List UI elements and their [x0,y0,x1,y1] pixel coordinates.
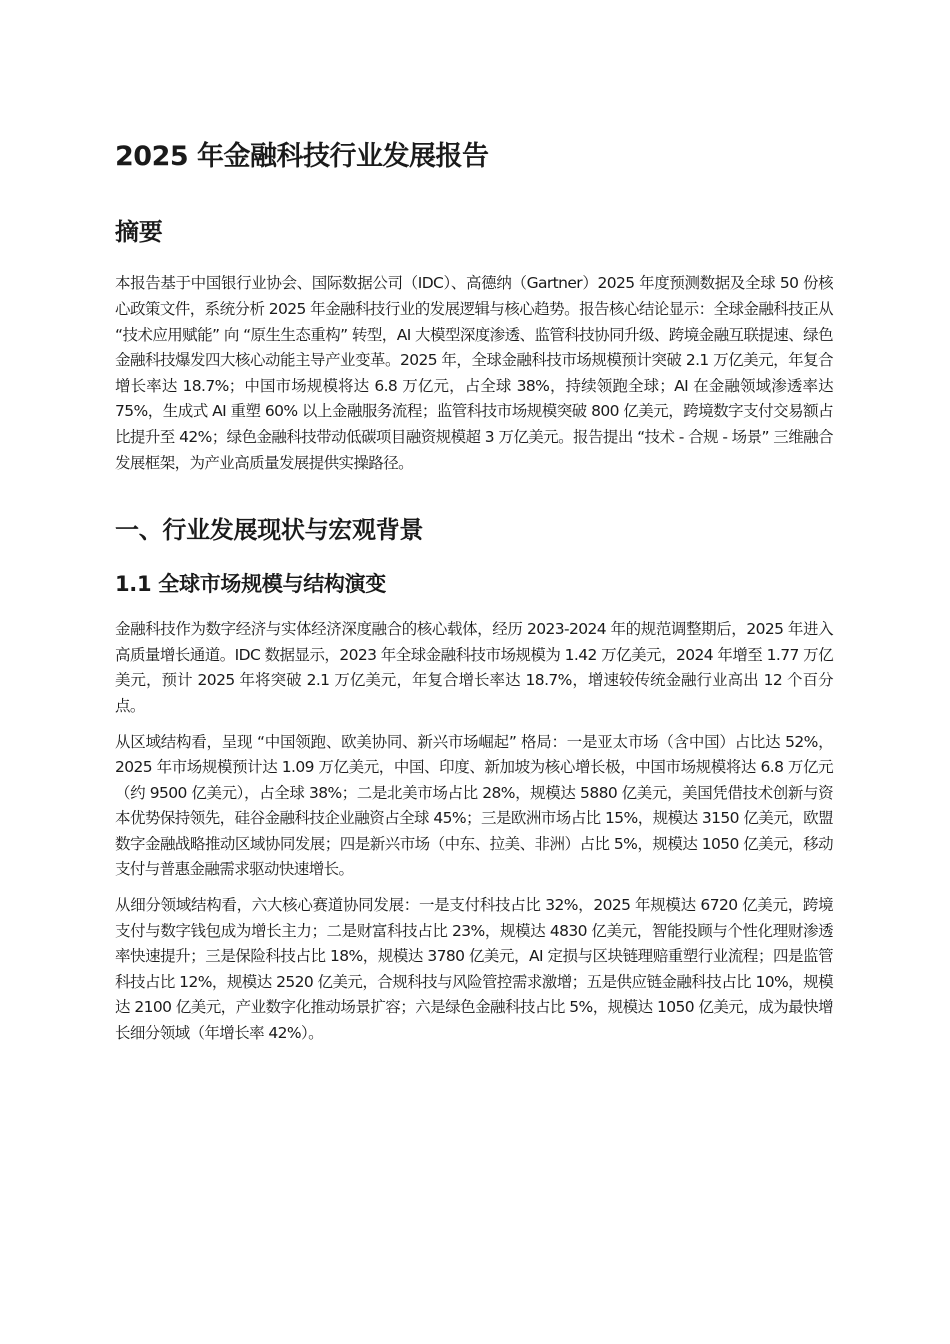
abstract-paragraph: 本报告基于中国银行业协会、国际数据公司（IDC）、高德纳（Gartner）2025 年度预测数据及全球 50 份核心政策文件，系统分析 2025 年金融科技行业的发展逻辑与核心趋势。报告核心结论显示：全球金融科技正从 “技术应用赋能” 向 “原生生态重构” 转型，AI 大模型深度渗透、监管科技协同升级、跨境金融互联提速、绿色金融科技爆发四大核心动能主导产业变革。2025 年，全球金融科技市场规模预计突破 2.1 万亿美元，年复合增长率达 18.7%；中国市场规模将达 6.8 万亿元，占全球 38%，持续领跑全球；AI 在金融领域渗透率达 75%，生成式 AI 重塑 60% 以上金融服务流程；监管科技市场规模突破 800 亿美元，跨境数字支付交易额占比提升至 42%；绿色金融科技带动低碳项目融资规模超 3 万亿美元。报告提出 “技术 - 合规 - 场景” 三维融合发展框架，为产业高质量发展提供实操路径。 [115,274,833,472]
body-paragraph-1: 金融科技作为数字经济与实体经济深度融合的核心载体，经历 2023-2024 年的规范调整期后，2025 年进入高质量增长通道。IDC 数据显示，2023 年全球金融科技市场规模为 1.42 万亿美元，2024 年增至 1.77 万亿美元，预计 2025 年将突破 2.1 万亿美元，年复合增长率达 18.7%，增速较传统金融行业高出 12 个百分点。 [115,620,833,715]
abstract-heading: 摘要 [115,217,163,246]
document-title: 2025 年金融科技行业发展报告 [115,141,489,172]
subsection-1-1-heading: 1.1 全球市场规模与结构演变 [115,571,387,596]
section-1-heading: 一、行业发展现状与宏观背景 [115,516,424,545]
document-page [115,138,833,1057]
body-paragraph-2: 从区域结构看，呈现 “中国领跑、欧美协同、新兴市场崛起” 格局：一是亚太市场（含中国）占比达 52%，2025 年市场规模预计达 1.09 万亿美元，中国、印度、新加坡为核心增长极，中国市场规模将达 6.8 万亿元（约 9500 亿美元），占全球 38%；二是北美市场占比 28%，规模达 5880 亿美元，美国凭借技术创新与资本优势保持领先，硅谷金融科技企业融资占全球 45%；三是欧洲市场占比 15%，规模达 3150 亿美元，欧盟数字金融战略推动区域协同发展；四是新兴市场（中东、拉美、非洲）占比 5%，规模达 1050 亿美元，移动支付与普惠金融需求驱动快速增长。 [115,732,833,879]
body-paragraph-3: 从细分领域结构看，六大核心赛道协同发展：一是支付科技占比 32%，2025 年规模达 6720 亿美元，跨境支付与数字钱包成为增长主力；二是财富科技占比 23%，规模达 4830 亿美元，智能投顾与个性化理财渗透率快速提升；三是保险科技占比 18%，规模达 3780 亿美元，AI 定损与区块链理赔重塑行业流程；四是监管科技占比 12%，规模达 2520 亿美元，合规科技与风险管控需求激增；五是供应链金融科技占比 10%，规模达 2100 亿美元，产业数字化推动场景扩容；六是绿色金融科技占比 5%，规模达 1050 亿美元，成为最快增长细分领域（年增长率 42%）。 [115,896,833,1043]
